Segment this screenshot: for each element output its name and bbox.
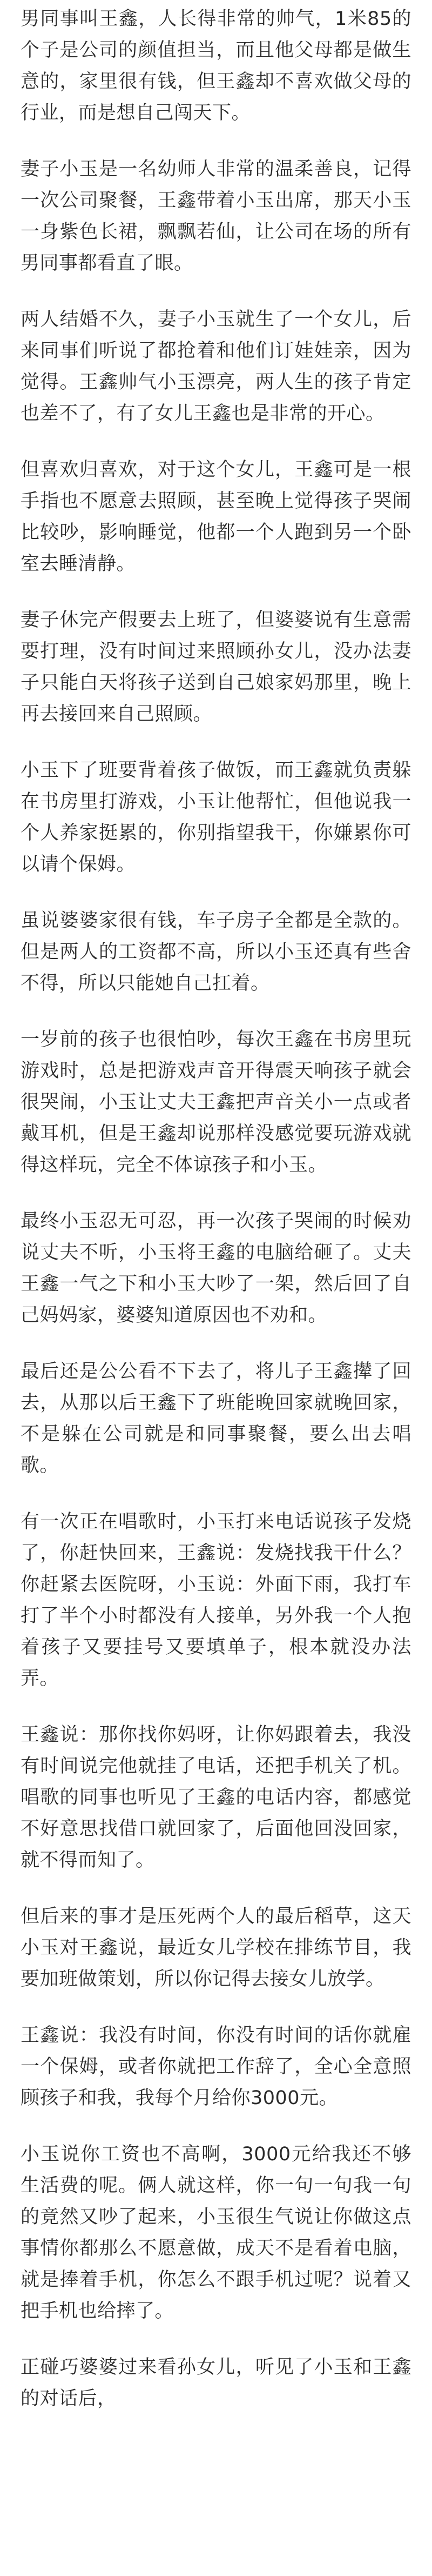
paragraph: 小玉说你工资也不高啊，3000元给我还不够生活费的呢。俩人就这样，你一句一句我一句的竟然又吵了起来，小玉很生气说让你做这点事情你都那么不愿意做，成天不是看着电脑，就是捧着手机，你怎么不跟手机过呢？说着又把手机也给摔了。: [21, 2144, 411, 2322]
paragraph: 但喜欢归喜欢，对于这个女儿，王鑫可是一根手指也不愿意去照顾，甚至晚上觉得孩子哭闹比较吵，影响睡觉，他都一个人跑到另一个卧室去睡清静。: [21, 459, 411, 575]
paragraph: 有一次正在唱歌时，小玉打来电话说孩子发烧了，你赶快回来，王鑫说：发烧找我干什么？你赶紧去医院呀，小玉说：外面下雨，我打车打了半个小时都没有人接单，另外我一个人抱着孩子又要挂号又要填单子，根本就没办法弄。: [21, 1511, 411, 1689]
paragraph: 男同事叫王鑫，人长得非常的帅气，1米85的个子是公司的颜值担当，而且他父母都是做生意的，家里很有钱，但王鑫却不喜欢做父母的行业，而是想自己闯天下。: [21, 8, 411, 124]
paragraph: 王鑫说：我没有时间，你没有时间的话你就雇一个保姆，或者你就把工作辞了，全心全意照顾孩子和我，我每个月给你3000元。: [21, 2025, 411, 2109]
paragraph: 小玉下了班要背着孩子做饭，而王鑫就负责躲在书房里打游戏，小玉让他帮忙，但他说我一个人养家挺累的，你别指望我干，你嫌累你可以请个保姆。: [21, 760, 411, 875]
paragraph: 两人结婚不久，妻子小玉就生了一个女儿，后来同事们听说了都抢着和他们订娃娃亲，因为觉得。王鑫帅气小玉漂亮，两人生的孩子肯定也差不了，有了女儿王鑫也是非常的开心。: [21, 309, 411, 424]
paragraph: 最终小玉忍无可忍，再一次孩子哭闹的时候劝说丈夫不听，小玉将王鑫的电脑给砸了。丈夫王鑫一气之下和小玉大吵了一架，然后回了自己妈妈家，婆婆知道原因也不劝和。: [21, 1210, 411, 1326]
paragraph: 虽说婆婆家很有钱，车子房子全都是全款的。但是两人的工资都不高，所以小玉还真有些舍不得，所以只能她自己扛着。: [21, 910, 411, 994]
paragraph: 但后来的事才是压死两个人的最后稻草，这天小玉对王鑫说，最近女儿学校在排练节目，我要加班做策划，所以你记得去接女儿放学。: [21, 1906, 411, 1990]
paragraph: 王鑫说：那你找你妈呀，让你妈跟着去，我没有时间说完他就挂了电话，还把手机关了机。唱歌的同事也听见了王鑫的电话内容，都感觉不好意思找借口就回家了，后面他回没回家，就不得而知了。: [21, 1724, 411, 1871]
paragraph: 妻子休完产假要去上班了，但婆婆说有生意需要打理，没有时间过来照顾孙女儿，没办法妻子只能白天将孩子送到自己娘家妈那里，晚上再去接回来自己照顾。: [21, 609, 411, 725]
paragraph: 妻子小玉是一名幼师人非常的温柔善良，记得一次公司聚餐，王鑫带着小玉出席，那天小玉一身紫色长裙，飘飘若仙，让公司在场的所有男同事都看直了眼。: [21, 158, 411, 274]
paragraph: 最后还是公公看不下去了，将儿子王鑫撵了回去，从那以后王鑫下了班能晚回家就晚回家，不是躲在公司就是和同事聚餐，要么出去唱歌。: [21, 1361, 411, 1476]
paragraph: 一岁前的孩子也很怕吵，每次王鑫在书房里玩游戏时，总是把游戏声音开得震天响孩子就会很哭闹，小玉让丈夫王鑫把声音关小一点或者戴耳机，但是王鑫却说那样没感觉要玩游戏就得这样玩，完全不体谅孩子和小玉。: [21, 1029, 411, 1176]
paragraph: 正碰巧婆婆过来看孙女儿，听见了小玉和王鑫的对话后，: [21, 2357, 411, 2409]
